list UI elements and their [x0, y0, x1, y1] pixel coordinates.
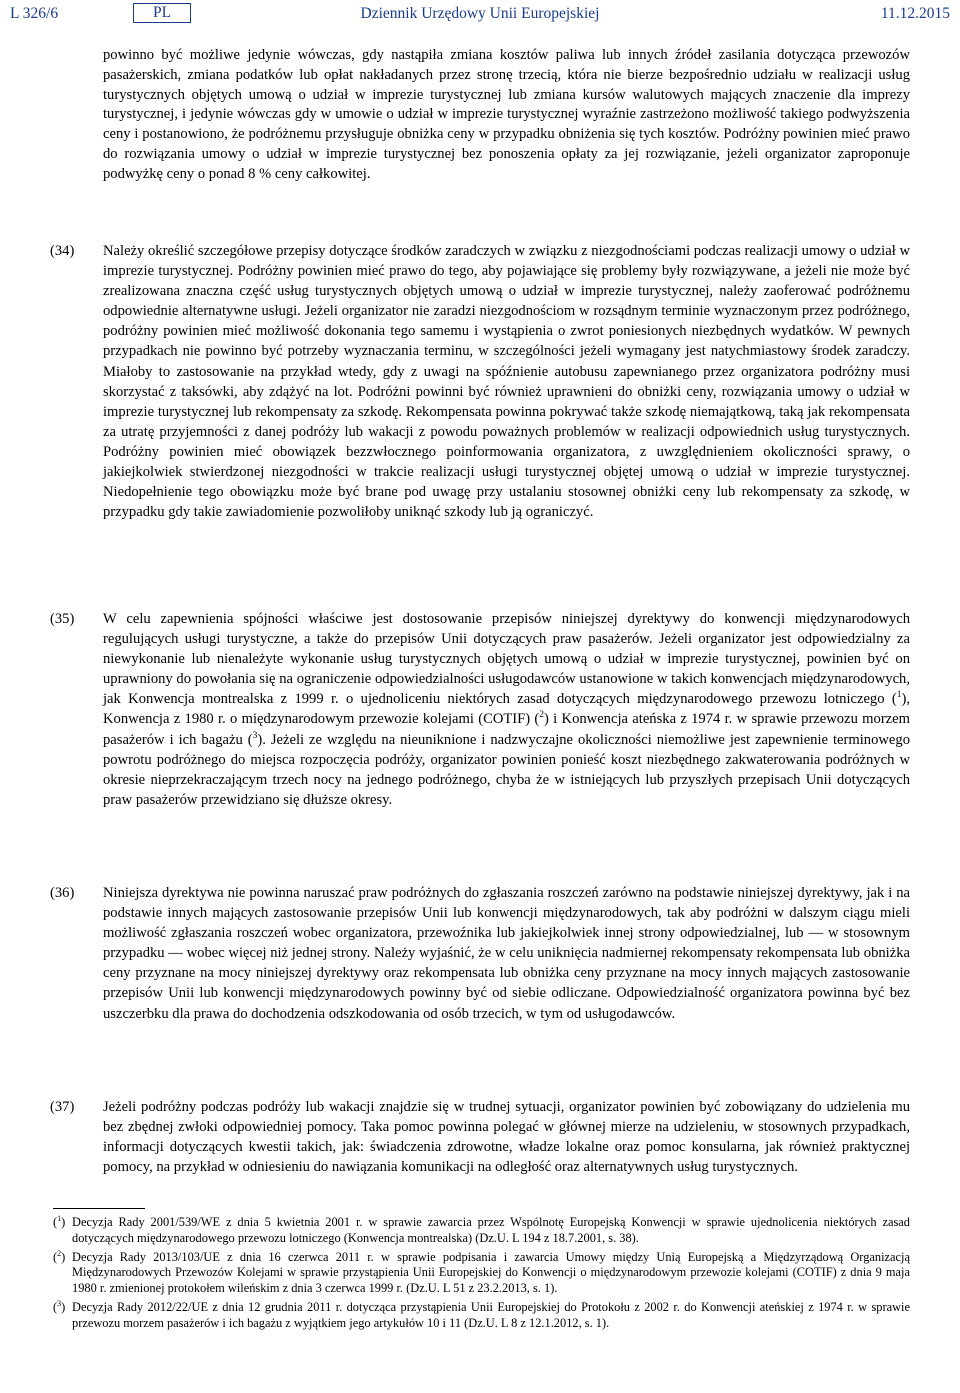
footnote-marker: ($^1$): [53, 1213, 66, 1229]
continuation-paragraph: powinno być możliwe jedynie wówczas, gdy nastąpiła zmiana kosztów paliwa lub innych źródeł zasilania dotycząca przewozów pasażerskich, zmiana podatków lub opłat nakładanych przez stronę trzecią, która nie bierze bezpośrednio udziału w realizacji usług turystycznych objętych umową o udział w imprezie turystycznej lub zmiana kursów walutowych mających znaczenie dla imprezy turystycznej, i jedynie wówczas gdy w umowie o udział w imprezie turystycznej wyraźnie zastrzeżono możliwość takiego podwyższenia ceny i postanowiono, że podróżnemu przysługuje obniżka ceny w przypadku obniżenia się tych kosztów. Podróżny powinien mieć prawo do rozwiązania umowy o udział w imprezie turystycznej bez ponoszenia opłaty za jej rozwiązanie, jeżeli organizator zaproponuje podwyżkę ceny o ponad 8 % ceny całkowitej.: [103, 47, 910, 182]
footnote-text: Decyzja Rady 2013/103/UE z dnia 16 czerwca 2011 r. w sprawie podpisania i zawarcia Umowy między Unią Europejską a Międzyrządową Organizacją Międzynarodowych Przewozów Kolejami w sprawie przystąpienia Unii Europejskiej do Konwencji o międzynarodowym przewozie kolejami (COTIF) z dnia 9 maja 1980 r. zmienionej protokołem wileńskim z dnia 3 czerwca 1999 r. (Dz.U. L 51 z 23.2.2013, s. 1).: [72, 1249, 910, 1296]
footnote-text: Decyzja Rady 2012/22/UE z dnia 12 grudnia 2011 r. dotycząca przystąpienia Unii Europejskiej do Protokołu z 2002 r. do Konwencji ateńskiej z 1974 r. w sprawie przewozu morzem pasażerów i ich bagażu z wyjątkiem jego artykułów 10 i 11 (Dz.U. L 8 z 12.1.2012, s. 1).: [72, 1299, 910, 1330]
journal-title: Dziennik Urzędowy Unii Europejskiej: [360, 5, 600, 22]
footnote-number: 3: [57, 1298, 62, 1308]
recital-34: [50, 241, 910, 522]
recital-number: (34): [50, 243, 75, 259]
recital-number: (35): [50, 611, 75, 627]
footnote-text: Decyzja Rady 2001/539/WE z dnia 5 kwietnia 2001 r. w sprawie zawarcia przez Wspólnotę Europejską Konwencji w sprawie ujednolicenia niektórych zasad dotyczących międzynarodowego przewozu lotniczego (Konwencja montrealska) (Dz.U. L 194 z 18.7.2001, s. 38).: [72, 1215, 910, 1245]
language-badge: PL: [133, 3, 191, 23]
footnote-marker: ($^2$): [53, 1248, 66, 1264]
footnote-number: 2: [57, 1248, 62, 1258]
recital-37: [50, 1097, 910, 1177]
recital-text: [103, 609, 910, 810]
footnote-reference[interactable]: 3: [252, 730, 258, 741]
page-header: [8, 0, 952, 28]
footnote-number: 1: [57, 1213, 62, 1223]
recital-number: (36): [50, 885, 75, 901]
footnote-reference[interactable]: 2: [539, 710, 545, 721]
recital-35: [50, 609, 910, 810]
recital-text: Jeżeli podróżny podczas podróży lub wakacji znajdzie się w trudnej sytuacji, organizator powinien być zobowiązany do udzielenia mu bez zbędnej zwłoki odpowiedniej pomocy. Taka pomoc powinna polegać w głównej mierze na udzieleniu, w stosownych przypadkach, informacji dotyczących kwestii takich, jak: świadczenia zdrowotne, władze lokalne oraz pomoc konsularna, jak również praktycznej pomocy, na przykład w odniesieniu do nawiązania komunikacji na odległość oraz alternatywnych usług turystycznych.: [103, 1099, 910, 1176]
recital-text-part: ). Jeżeli ze względu na nieuniknione i nadzwyczajne okoliczności niemożliwe jest zapewnienie terminowego powrotu podróżnego do miejsca rozpoczęcia podróży, organizator powinien ponieść koszt niezbędnego zakwaterowania podróżnych w okresie nieprzekraczającym trzech nocy na jednego podróżnego, chyba że w istniejących lub przyszłych przepisach Unii dotyczących praw pasażerów przewidziano się dłuższe okresy.: [103, 731, 910, 808]
footnote: [53, 1215, 910, 1247]
recital-text: Niniejsza dyrektywa nie powinna naruszać praw podróżnych do zgłaszania roszczeń zarówno na podstawie niniejszej dyrektywy, jak i na podstawie innych mających zastosowanie przepisów Unii lub konwencji międzynarodowych, tak aby podróżni w dalszym ciągu mieli możliwość zgłaszania roszczeń wobec organizatora, przewoźnika lub jakiejkolwiek innej strony odpowiedzialnej, lub — w stosownym przypadku — wobec więcej niż jednej strony. Należy wyjaśnić, że w celu uniknięcia nadmiernej rekompensaty rekompensata lub obniżka ceny przyznane na mocy niniejszej dyrektywy oraz rekompensata lub obniżka ceny przyznane na mocy innych mających zastosowanie przepisów Unii lub konwencji międzynarodowych powinny być od siebie odliczane. Odpowiedzialność organizatora powinna być bez uszczerbku dla prawa do dochodzenia odszkodowania od osób trzecich, w tym od usługodawców.: [103, 885, 910, 1022]
footnote: [53, 1250, 910, 1297]
recital-text-part: ) i Konwencja ateńska z 1974 r. w sprawie przewozu morzem pasażerów i ich bagażu (: [103, 711, 910, 748]
recital-text-part: W celu zapewnienia spójności właściwe jest dostosowanie przepisów niniejszej dyrektywy do konwencji międzynarodowych regulujących usługi turystyczne, a także do przepisów Unii dotyczących praw pasażerów. Jeżeli organizator jest odpowiedzialny za niewykonanie lub nienależyte wykonanie usług turystycznych objętych umową o udział w imprezie turystycznej, powinien być on uprawniony do powołania się na ograniczenie odpowiedzialności usługodawców ustanowione w takich konwencjach międzynarodowych, jak Konwencja montrealska z 1999 r. o ujednoliceniu niektórych zasad dotyczących międzynarodowego przewozu lotniczego (: [103, 611, 910, 708]
recital-text-part: ), Konwencja z 1980 r. o międzynarodowym przewozie kolejami (COTIF) (: [103, 691, 910, 728]
footnotes: [53, 1215, 910, 1335]
recital-36: [50, 883, 910, 1024]
recital-number: (37): [50, 1099, 75, 1115]
footnote: [53, 1300, 910, 1332]
recital-text: Należy określić szczegółowe przepisy dotyczące środków zaradczych w związku z niezgodnościami podczas realizacji umowy o udział w imprezie turystycznej. Podróżny powinien mieć prawo do tego, aby pojawiające się problemy były rozwiązywane, a jeżeli nie może być zrealizowana znaczna część usług turystycznych objętych umową o udział w imprezie turystycznej, należy zaoferować podróżnemu odpowiednie alternatywne usługi. Jeżeli organizator nie zaradzi niezgodnościom w rozsądnym terminie wyznaczonym przez podróżnego, podróżny powinien mieć możliwość dokonania tego samemu i wystąpienia o zwrot poniesionych niezbędnych wydatków. W pewnych przypadkach nie powinno być potrzeby wyznaczania terminu, w szczególności jeżeli wymagany jest natychmiastowy środek zaradczy. Miałoby to zastosowanie na przykład wtedy, gdy z uwagi na spóźnienie autobusu zapewnianego przez organizatora podróżny musi skorzystać z taksówki, aby zdążyć na lot. Podróżni powinni być również uprawnieni do obniżki ceny, rozwiązania umowy o udział w imprezie turystycznej lub rekompensaty za szkodę. Rekompensata powinna pokrywać także szkodę niemajątkową, taką jak rekompensata za utratę przyjemności z danej podróży lub wakacji z powodu poważnych problemów w realizacji odpowiednich usług turystycznych. Podróżny powinien mieć obowiązek bezzwłocznego poinformowania organizatora, z uwzględnieniem okoliczności sprawy, o jakiejkolwiek stwierdzonej niezgodności w trakcie realizacji usługi turystycznej objętej umową o udział w imprezie turystycznej. Niedopełnienie tego obowiązku może być brane pod uwagę przy ustalaniu stosownej obniżki ceny lub rekompensaty za szkodę, w przypadku gdy takie zawiadomienie pozwoliłoby uniknąć szkody lub ją ograniczyć.: [103, 243, 910, 521]
publication-date: 11.12.2015: [880, 5, 950, 22]
footnote-divider: [53, 1208, 145, 1209]
footnote-reference[interactable]: 1: [896, 690, 902, 701]
page-reference: L 326/6: [10, 5, 59, 22]
footnote-marker: ($^3$): [53, 1298, 66, 1314]
